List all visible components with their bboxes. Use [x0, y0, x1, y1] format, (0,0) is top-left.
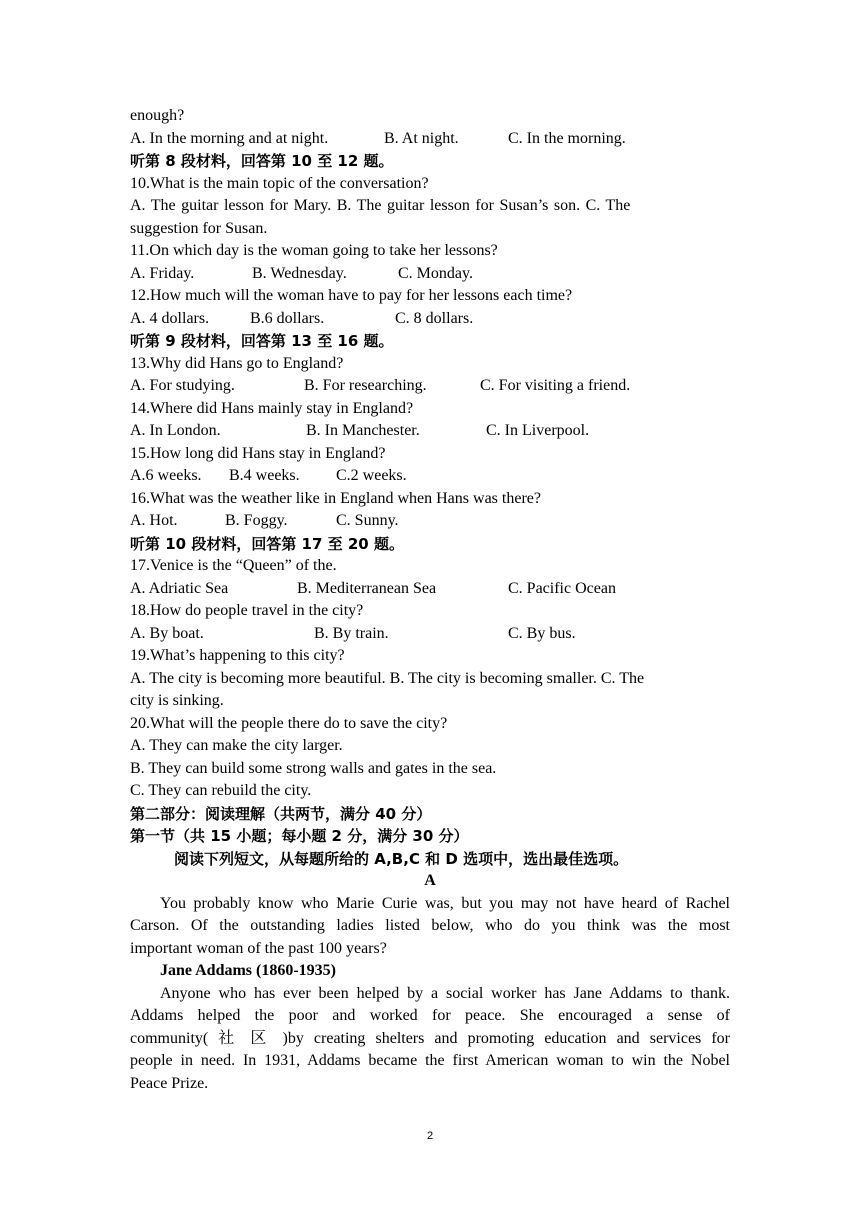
question-11: 11.On which day is the woman going to take her lessons?: [130, 242, 498, 259]
option-b: B.6 dollars.: [250, 309, 325, 327]
page-content: [130, 105, 730, 1095]
question-12: 12.How much will the woman have to pay for her lessons each time?: [130, 287, 573, 304]
option-c: C.2 weeks.: [336, 467, 407, 484]
option-c: C. Monday.: [398, 264, 473, 282]
question-11-options: [130, 263, 730, 286]
page-number: 2: [426, 1130, 434, 1142]
question-13: 13.Why did Hans go to England?: [130, 354, 344, 372]
question-16-options: [130, 510, 730, 533]
question-15: 15.How long did Hans stay in England?: [130, 444, 386, 462]
subheading-jane-addams: Jane Addams (1860-1935): [160, 962, 337, 979]
option-a: A. In London.: [130, 422, 221, 439]
question-19: 19.What’s happening to this city?: [130, 647, 345, 664]
paragraph-line: You probably know who Marie Curie was, but you may not have heard of Rachel: [160, 894, 730, 912]
question-20-option-b: B. They can build some strong walls and gates in the sea.: [130, 759, 497, 777]
paragraph-line: Anyone who has ever been helped by a social worker has Jane Addams to thank.: [160, 984, 730, 1002]
question-12-options: [130, 308, 730, 331]
paragraph-line: Addams helped the poor and worked for peace. She encouraged a sense of: [130, 1007, 730, 1024]
question-17: 17.Venice is the “Queen” of the.: [130, 557, 337, 574]
section-10-heading: 听第 10 段材料，回答第 17 至 20 题。: [130, 534, 404, 553]
question-20: 20.What will the people there do to save the city?: [130, 714, 448, 732]
option-b: B. By train.: [314, 624, 389, 642]
option-b: B. In Manchester.: [306, 422, 420, 439]
question-10-options-cont: suggestion for Susan.: [130, 219, 268, 237]
intro-paragraph: [130, 893, 730, 961]
question-10-options: A. The guitar lesson for Mary. B. The guitar lesson for Susan’s son. C. The: [130, 197, 631, 214]
section-8-heading: 听第 8 段材料，回答第 10 至 12 题。: [130, 152, 394, 170]
option-a: A. By boat.: [130, 624, 204, 642]
option-a: A. Friday.: [130, 264, 195, 282]
option-c: C. By bus.: [508, 624, 576, 642]
paragraph-line: Carson. Of the outstanding ladies listed below, who do you think was the most: [130, 917, 730, 934]
option-a: A. 4 dollars.: [130, 309, 210, 327]
question-20-option-c: C. They can rebuild the city.: [130, 782, 312, 799]
option-a: A. Adriatic Sea: [130, 579, 229, 597]
body-paragraph: [130, 983, 730, 1096]
question-16: 16.What was the weather like in England when Hans was there?: [130, 489, 541, 507]
passage-letter: A: [424, 872, 436, 889]
question-17-options: [130, 578, 730, 601]
option-c: C. Sunny.: [336, 512, 399, 529]
section-1-heading: 第一节（共 15 小题；每小题 2 分，满分 30 分）: [130, 827, 469, 845]
instructions: 阅读下列短文，从每题所给的 A,B,C 和 D 选项中，选出最佳选项。: [174, 849, 629, 868]
option-b: B. Foggy.: [225, 512, 288, 529]
text-line: enough?: [130, 107, 185, 124]
paragraph-line: people in need. In 1931, Addams became the first American woman to win the Nobel: [130, 1052, 730, 1069]
option-a: A. For studying.: [130, 377, 235, 394]
option-a: A. In the morning and at night.: [130, 129, 329, 147]
option-b: B. Wednesday.: [252, 264, 347, 282]
section-9-heading: 听第 9 段材料，回答第 13 至 16 题。: [130, 332, 394, 350]
option-a: A. Hot.: [130, 512, 178, 529]
question-15-options: [130, 465, 730, 488]
paragraph-line: important woman of the past 100 years?: [130, 939, 387, 957]
question-18-options: [130, 623, 730, 646]
option-a: A.6 weeks.: [130, 467, 202, 484]
question-18: 18.How do people travel in the city?: [130, 602, 364, 619]
question-13-options: [130, 375, 730, 398]
part-2-heading: 第二部分：阅读理解（共两节，满分 40 分）: [130, 804, 432, 823]
paragraph-line: community( 社 区 )by creating shelters and promoting education and services for: [130, 1029, 730, 1047]
option-c: C. Pacific Ocean: [508, 579, 616, 597]
question-10: 10.What is the main topic of the conversation?: [130, 174, 429, 192]
question-14: 14.Where did Hans mainly stay in England?: [130, 399, 414, 417]
question-9-options: [130, 128, 730, 151]
option-b: B.4 weeks.: [229, 467, 300, 484]
question-19-options-cont: city is sinking.: [130, 692, 224, 709]
option-c: C. 8 dollars.: [395, 309, 474, 327]
option-b: B. Mediterranean Sea: [297, 579, 437, 597]
option-c: C. In the morning.: [508, 129, 626, 147]
option-c: C. In Liverpool.: [486, 422, 590, 439]
paragraph-line: Peace Prize.: [130, 1074, 209, 1092]
question-14-options: [130, 420, 730, 443]
question-19-options: A. The city is becoming more beautiful. B. The city is becoming smaller. C. The: [130, 669, 645, 687]
option-b: B. At night.: [384, 129, 459, 147]
question-20-option-a: A. They can make the city larger.: [130, 737, 343, 754]
option-b: B. For researching.: [304, 377, 427, 394]
option-c: C. For visiting a friend.: [480, 377, 631, 394]
